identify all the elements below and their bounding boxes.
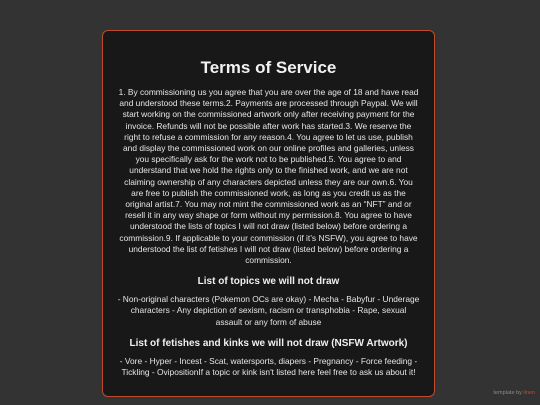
fetishes-body: - Vore - Hyper - Incest - Scat, watersports, diapers - Pregnancy - Force feeding - Tickling - OvipositionIf a topic or kink isn't listed here feel free to ask us about it! [119,355,418,378]
template-credit [493,390,535,396]
template-credit-prefix: template by [493,390,522,396]
topics-body: - Non-original characters (Pokemon OCs are okay) - Mecha - Babyfur - Underage characters - Any depiction of sexism, racism or transphobia - Rape, sexual assault or any form of abuse [117,294,420,327]
fetishes-heading: List of fetishes and kinks we will not draw (NSFW Artwork) [129,337,408,349]
terms-body: 1. By commissioning us you agree that you are over the age of 18 and have read and understood these terms.2. Payments are processed through Paypal. We will start working on the commissioned artwork only after receiving payment for the invoice. Refunds will not be possible after work has started.3. We reserve the right to refuse a commission for any reason.4. You agree to let us use, publish and display the commissioned work on our online profiles and galleries, unless you specifically ask for the work not to be published.5. You agree to and understand that we hold the rights only to the finished work, and we are not claiming ownership of any characters depicted unless they are our own.6. You are free to publish the commissioned work, as long as you credit us as the original artist.7. You may not mint the commissioned work as an “NFT” and or resell it in any way shape or form without my permission.8. You agree to have understood the lists of topics I will not draw (listed below) before ordering a commission.9. If applicable to your commission (if it’s NSFW), you agree to have understood the list of fetishes I will not draw (listed below) before ordering a commission. [118,87,419,266]
template-credit-link[interactable]: linen [523,390,535,396]
terms-card [102,30,435,397]
topics-heading: List of topics we will not draw [197,276,340,288]
page-title: Terms of Service [200,58,337,77]
